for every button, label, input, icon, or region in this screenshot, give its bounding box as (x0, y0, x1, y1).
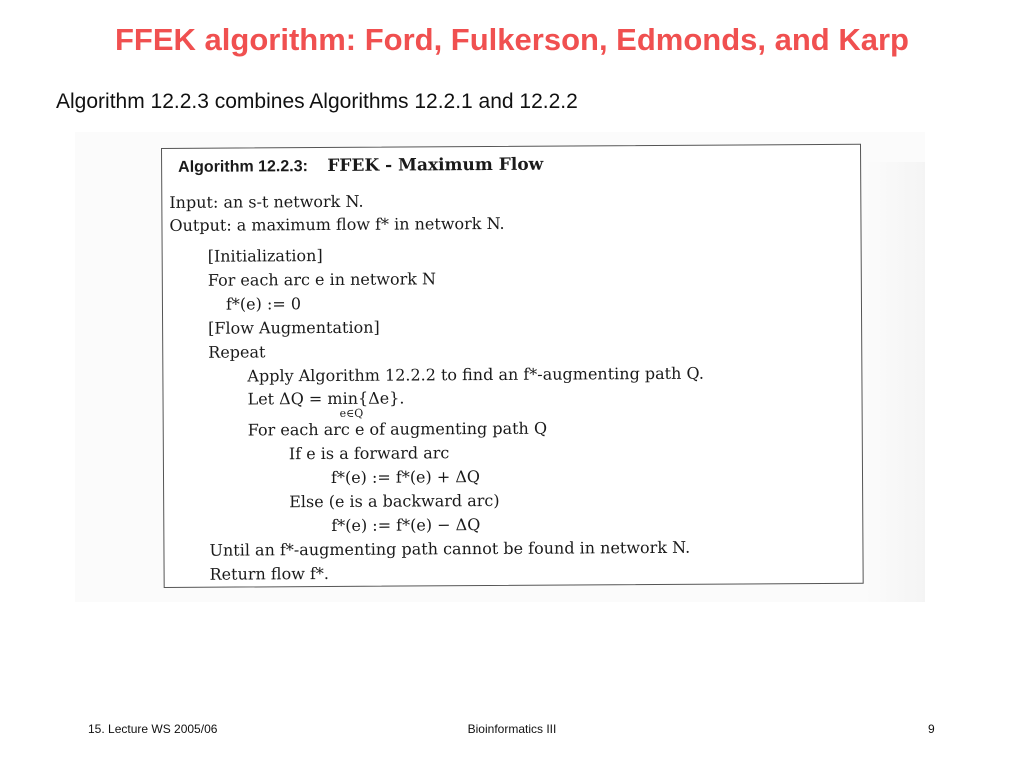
algorithm-box (161, 144, 864, 588)
algorithm-line: [Initialization] (207, 246, 323, 266)
algorithm-line: f*(e) := f*(e) + ΔQ (330, 467, 481, 487)
algorithm-line: [Flow Augmentation] (208, 317, 380, 338)
algorithm-number: Algorithm 12.2.3: (178, 158, 308, 176)
algorithm-name: FFEK - Maximum Flow (327, 154, 544, 176)
footer-course: Bioinformatics III (467, 722, 557, 736)
algorithm-line: Else (e is a backward arc) (289, 490, 500, 512)
footer-lecture: 15. Lecture WS 2005/06 (88, 722, 218, 736)
algorithm-line: f*(e) := f*(e) − ΔQ (331, 515, 481, 535)
algorithm-input-line: Input: an s-t network N. (169, 191, 364, 212)
algorithm-line: For each arc e of augmenting path Q (247, 418, 548, 440)
algorithm-line: Let ΔQ = min{Δe}. (247, 388, 405, 409)
algorithm-line: If e is a forward arc (288, 443, 450, 464)
algorithm-line: Return flow f*. (209, 563, 330, 584)
scan-shadow (865, 162, 925, 602)
intro-text: Algorithm 12.2.3 combines Algorithms 12.2.1 and 12.2.2 (56, 90, 578, 113)
algorithm-subscript: e∈Q (339, 406, 364, 420)
footer-page-number: 9 (928, 722, 935, 736)
slide-title: FFEK algorithm: Ford, Fulkerson, Edmonds, and Karp (115, 22, 909, 57)
algorithm-line: Repeat (208, 342, 266, 362)
algorithm-line: f*(e) := 0 (225, 294, 302, 314)
algorithm-line: Apply Algorithm 12.2.2 to find an f*-augmenting path Q. (247, 363, 704, 386)
algorithm-header (178, 155, 543, 177)
algorithm-output-line: Output: a maximum flow f* in network N. (169, 213, 505, 235)
algorithm-line: For each arc e in network N (207, 269, 437, 290)
algorithm-line: Until an f*-augmenting path cannot be found in network N. (209, 537, 691, 560)
